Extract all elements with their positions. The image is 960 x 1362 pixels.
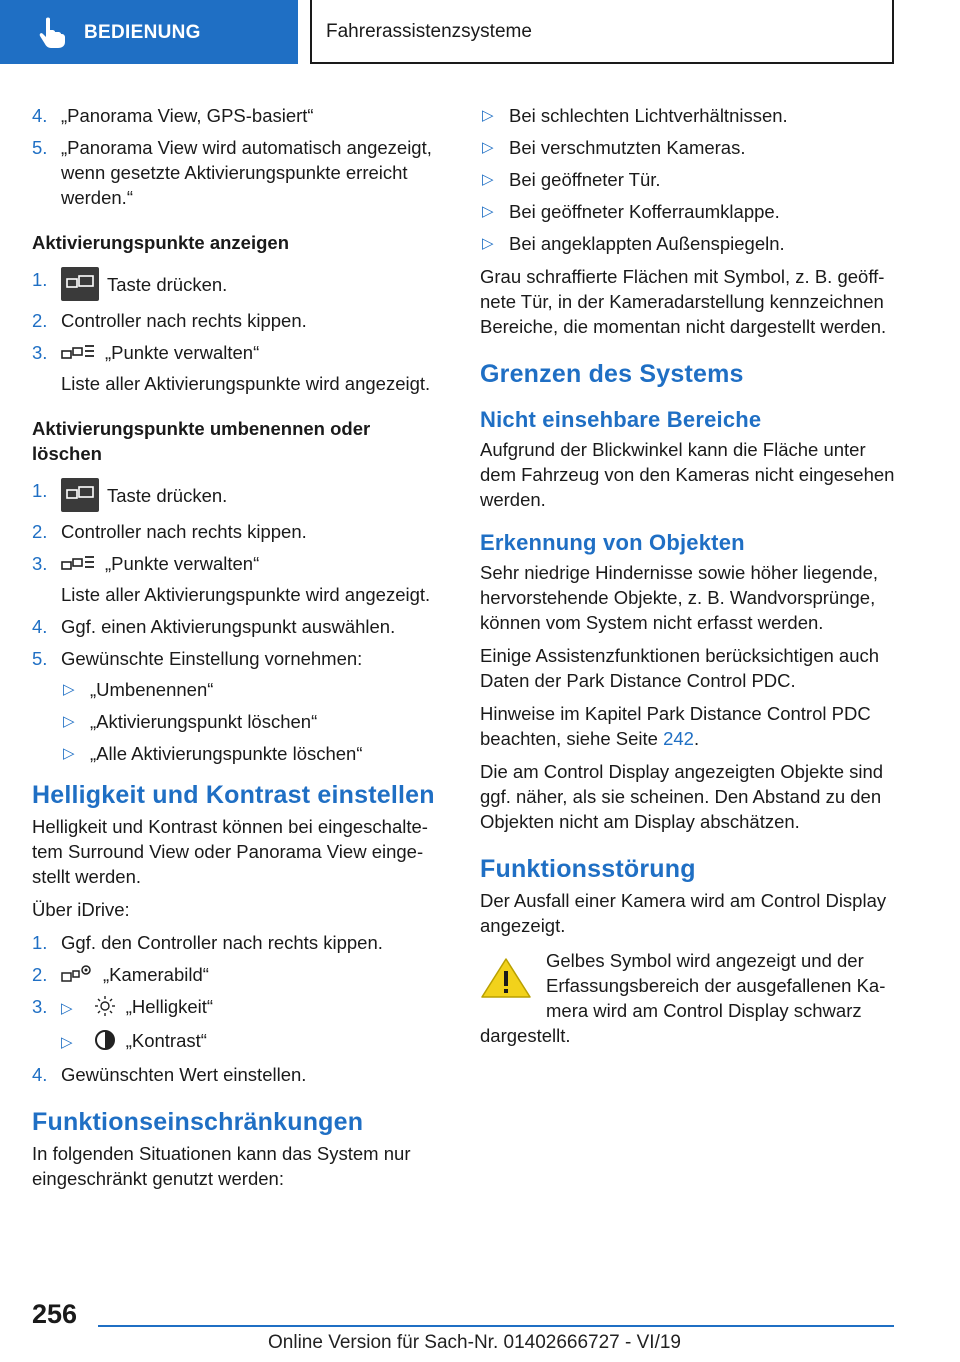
manage-points-icon (61, 554, 95, 574)
list-item: ▷ Bei geöffneter Tür. (482, 169, 661, 190)
camera-button-icon (61, 267, 99, 301)
section-heading: Helligkeit und Kontrast einstellen (32, 781, 435, 809)
paragraph: Sehr niedrige Hindernisse sowie höher liegende, hervorstehende Objekte, z. B. Wandvorsprünge, können vom System nicht erfasst werden. (480, 562, 878, 633)
page-link[interactable]: 242 (663, 728, 694, 749)
warning-triangle-icon (480, 956, 532, 1000)
section-heading: Funktionsstörung (480, 855, 696, 883)
numbered-list (32, 930, 444, 1087)
section-title: Fahrerassistenzsysteme (310, 0, 894, 64)
paragraph: Hinweise im Kapitel Park Distance Control PDC beachten, siehe Seite 242. (480, 703, 871, 749)
section-heading: Funktionseinschränkungen (32, 1108, 364, 1136)
contrast-icon (94, 1029, 116, 1051)
subheading: Aktivierungspunkte anzeigen (32, 232, 289, 253)
manage-points-icon (61, 343, 95, 363)
paragraph: Aufgrund der Blickwinkel kann die Fläche unter dem Fahrzeug von den Kameras nicht eingesehen werden. (480, 439, 895, 510)
list-item: 1. Ggf. den Controller nach rechts kippen. (32, 932, 383, 953)
paragraph: Einige Assistenzfunktionen berücksichtigen auch Daten der Park Distance Control PDC. (480, 645, 880, 691)
list-item: 5. Gewünschte Einstellung vornehmen: ▷ „Umbenennen“ ▷ „Aktivierungspunkt löschen“ ▷ „Alle Aktivierungspunkte löschen“ (32, 646, 444, 766)
right-column (480, 103, 898, 1048)
footer-text: Online Version für Sach-Nr. 01402666727 - VI/19 (268, 1332, 681, 1353)
bullet-list (61, 677, 444, 766)
warning-note: Gelbes Symbol wird angezeigt und der Erfassungsbereich der ausgefallenen Kamera wird am Control Display schwarz dargestellt. (480, 950, 886, 1046)
list-item: 1. Taste drücken. (32, 478, 444, 512)
list-item: 4. Ggf. einen Aktivierungspunkt auswählen. (32, 616, 396, 637)
footer-divider (98, 1325, 894, 1327)
list-item: 4. „Panorama View, GPS-basiert“ (32, 105, 314, 126)
brightness-icon (94, 995, 116, 1017)
paragraph: In folgenden Situationen kann das System nur eingeschränkt genutzt werden: (32, 1143, 411, 1189)
list-item: 3. ▷ „Helligkeit“ ▷ „Kontrast“ (32, 996, 214, 1051)
numbered-list (32, 103, 444, 210)
list-item: 2. Controller nach rechts kippen. (32, 521, 307, 542)
list-item: ▷ Bei schlechten Lichtverhältnissen. (482, 105, 788, 126)
paragraph: Der Ausfall einer Kamera wird am Control Display angezeigt. (480, 890, 887, 936)
page-header (0, 0, 960, 66)
paragraph: Über iDrive: (32, 899, 130, 920)
list-item: 5. „Panorama View wird automatisch angezeigt, wenn gesetzte Aktivierungspunkte erreicht werden.“ (32, 137, 432, 208)
list-item: ▷ Bei angeklappten Außenspiegeln. (482, 233, 785, 254)
list-item: ▷ „Umbenennen“ (63, 679, 214, 700)
list-item: ▷ „Alle Aktivierungspunkte löschen“ (63, 743, 363, 764)
list-item: 2. „Kamerabild“ (32, 964, 209, 985)
list-item: 4. Gewünschten Wert einstellen. (32, 1064, 307, 1085)
list-item: ▷ Bei geöffneter Kofferraumklappe. (482, 201, 780, 222)
page-number: 256 (32, 1299, 78, 1329)
paragraph: Helligkeit und Kontrast können bei eingeschaltetem Surround View oder Panorama View eingestellt werden. (32, 816, 428, 887)
subheading: Aktivierungspunkte umbenennen oder löschen (32, 418, 371, 464)
list-item: 2. Controller nach rechts kippen. (32, 310, 307, 331)
section-heading: Grenzen des Systems (480, 360, 744, 388)
subsection-heading: Nicht einsehbare Bereiche (480, 407, 762, 432)
left-column (32, 103, 444, 1199)
numbered-list (32, 267, 444, 396)
list-item: 1. Taste drücken. (32, 267, 444, 301)
paragraph: Grau schraffierte Flächen mit Symbol, z. B. geöffnete Tür, in der Kameradarstellung kennzeichnen Bereiche, die momentan nicht dargestellt werden. (480, 266, 887, 337)
subsection-heading: Erkennung von Objekten (480, 530, 745, 555)
hand-pointer-icon (34, 15, 68, 49)
camera-settings-icon (61, 963, 93, 985)
camera-button-icon (61, 478, 99, 512)
chapter-label: BEDIENUNG (84, 21, 201, 43)
bullet-list (480, 103, 898, 256)
list-item: 3. „Punkte verwalten“ Liste aller Aktivierungspunkte wird angezeigt. (32, 553, 431, 605)
numbered-list (32, 478, 444, 766)
paragraph: Die am Control Display angezeigten Objekte sind ggf. näher, als sie scheinen. Den Abstand zu den Objekten nicht am Display abschätzen. (480, 761, 884, 832)
chapter-tab (0, 0, 298, 64)
list-item: 3. „Punkte verwalten“ Liste aller Aktivierungspunkte wird angezeigt. (32, 342, 431, 394)
list-item: ▷ „Aktivierungspunkt löschen“ (63, 711, 318, 732)
list-item: ▷ Bei verschmutzten Kameras. (482, 137, 746, 158)
